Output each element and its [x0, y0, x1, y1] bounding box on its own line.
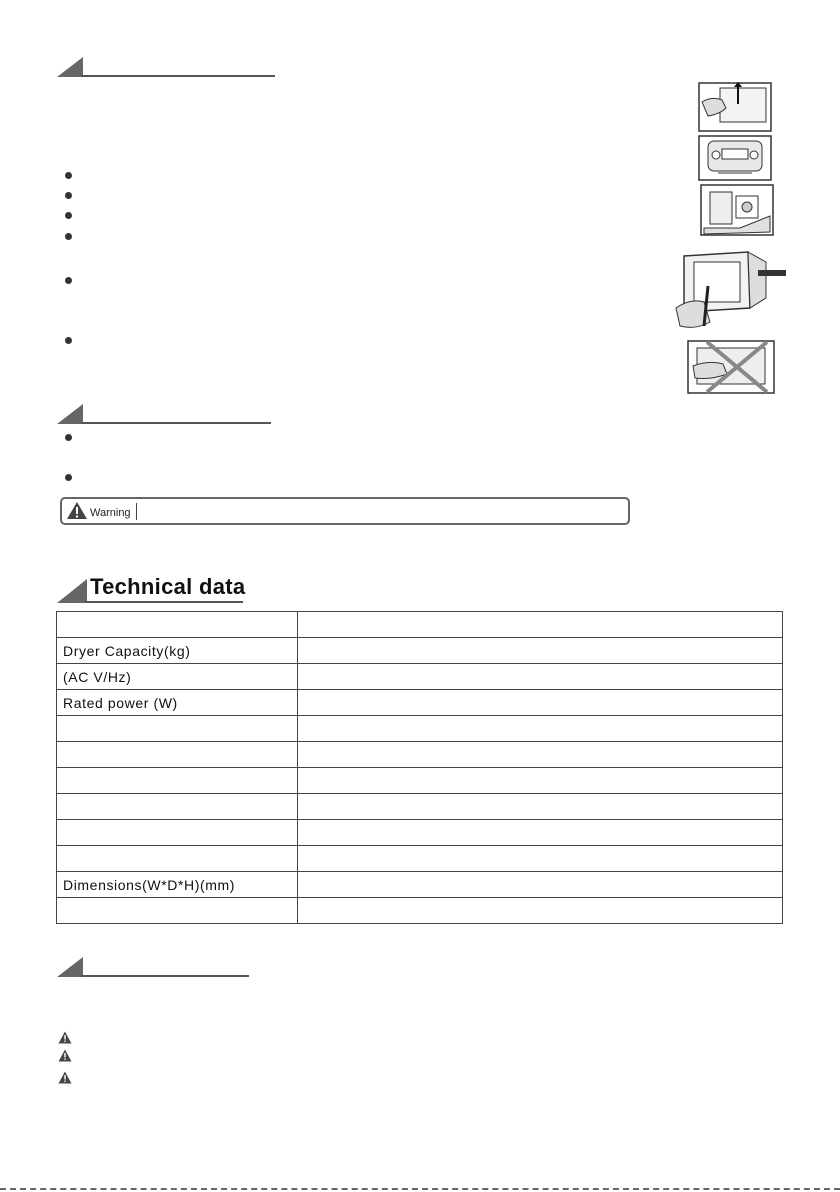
- section-rule: [81, 975, 249, 977]
- table-cell-label: [57, 612, 298, 638]
- technical-data-title: Technical data: [90, 574, 246, 599]
- technical-data-table: [56, 611, 783, 924]
- table-cell-value: [298, 612, 783, 638]
- section-rule: [81, 422, 271, 424]
- section-triangle-icon: [55, 402, 85, 424]
- table-cell-label: (AC V/Hz): [57, 664, 298, 690]
- section-header-4: [55, 955, 249, 977]
- section-header-1: [55, 55, 275, 77]
- section-rule: [85, 601, 243, 603]
- table-row: [57, 872, 783, 898]
- incorrect-cleaning-illustration: [687, 340, 775, 394]
- page-bottom-border: [0, 1188, 840, 1190]
- table-cell-label: [57, 898, 298, 924]
- bullet-icon: [65, 233, 72, 240]
- table-row: [57, 664, 783, 690]
- table-cell-label: [57, 794, 298, 820]
- table-cell-label: Rated power (W): [57, 690, 298, 716]
- table-cell-value: [298, 742, 783, 768]
- warning-triangle-icon: [66, 501, 88, 520]
- section-triangle-icon: [55, 55, 85, 77]
- bullet-icon: [65, 434, 72, 441]
- warning-separator: [136, 503, 137, 520]
- table-row: [57, 742, 783, 768]
- table-cell-value: [298, 716, 783, 742]
- table-cell-label: [57, 820, 298, 846]
- table-row: [57, 820, 783, 846]
- section-triangle-icon: [55, 577, 89, 603]
- table-cell-value: [298, 846, 783, 872]
- table-cell-label: [57, 716, 298, 742]
- table-cell-label: Dryer Capacity(kg): [57, 638, 298, 664]
- warning-triangle-icon: [58, 1049, 72, 1062]
- warning-label: Warning: [90, 507, 131, 519]
- table-cell-value: [298, 690, 783, 716]
- filter-cleaning-illustration: [660, 248, 788, 330]
- bullet-icon: [65, 212, 72, 219]
- table-row: [57, 768, 783, 794]
- table-row: [57, 690, 783, 716]
- table-row: [57, 794, 783, 820]
- table-cell-label: [57, 742, 298, 768]
- warning-triangle-icon: [58, 1071, 72, 1084]
- door-open-illustration: [698, 82, 772, 132]
- table-cell-value: [298, 872, 783, 898]
- bullet-icon: [65, 474, 72, 481]
- bullet-icon: [65, 337, 72, 344]
- table-cell-label: [57, 768, 298, 794]
- bullet-icon: [65, 192, 72, 199]
- section-header-2: [55, 402, 271, 424]
- warning-triangle-icon: [58, 1031, 72, 1044]
- table-row: [57, 846, 783, 872]
- table-cell-value: [298, 638, 783, 664]
- table-cell-label: [57, 846, 298, 872]
- bullet-icon: [65, 172, 72, 179]
- section-rule: [81, 75, 275, 77]
- table-row: [57, 612, 783, 638]
- table-row: [57, 898, 783, 924]
- table-cell-value: [298, 664, 783, 690]
- table-cell-value: [298, 898, 783, 924]
- table-cell-label: Dimensions(W*D*H)(mm): [57, 872, 298, 898]
- table-cell-value: [298, 820, 783, 846]
- bullet-icon: [65, 277, 72, 284]
- table-cell-value: [298, 768, 783, 794]
- table-row: [57, 638, 783, 664]
- table-cell-value: [298, 794, 783, 820]
- filter-housing-illustration: [698, 135, 772, 181]
- section-triangle-icon: [55, 955, 85, 977]
- table-row: [57, 716, 783, 742]
- filter-removal-illustration: [700, 184, 774, 236]
- warning-box: [60, 497, 630, 525]
